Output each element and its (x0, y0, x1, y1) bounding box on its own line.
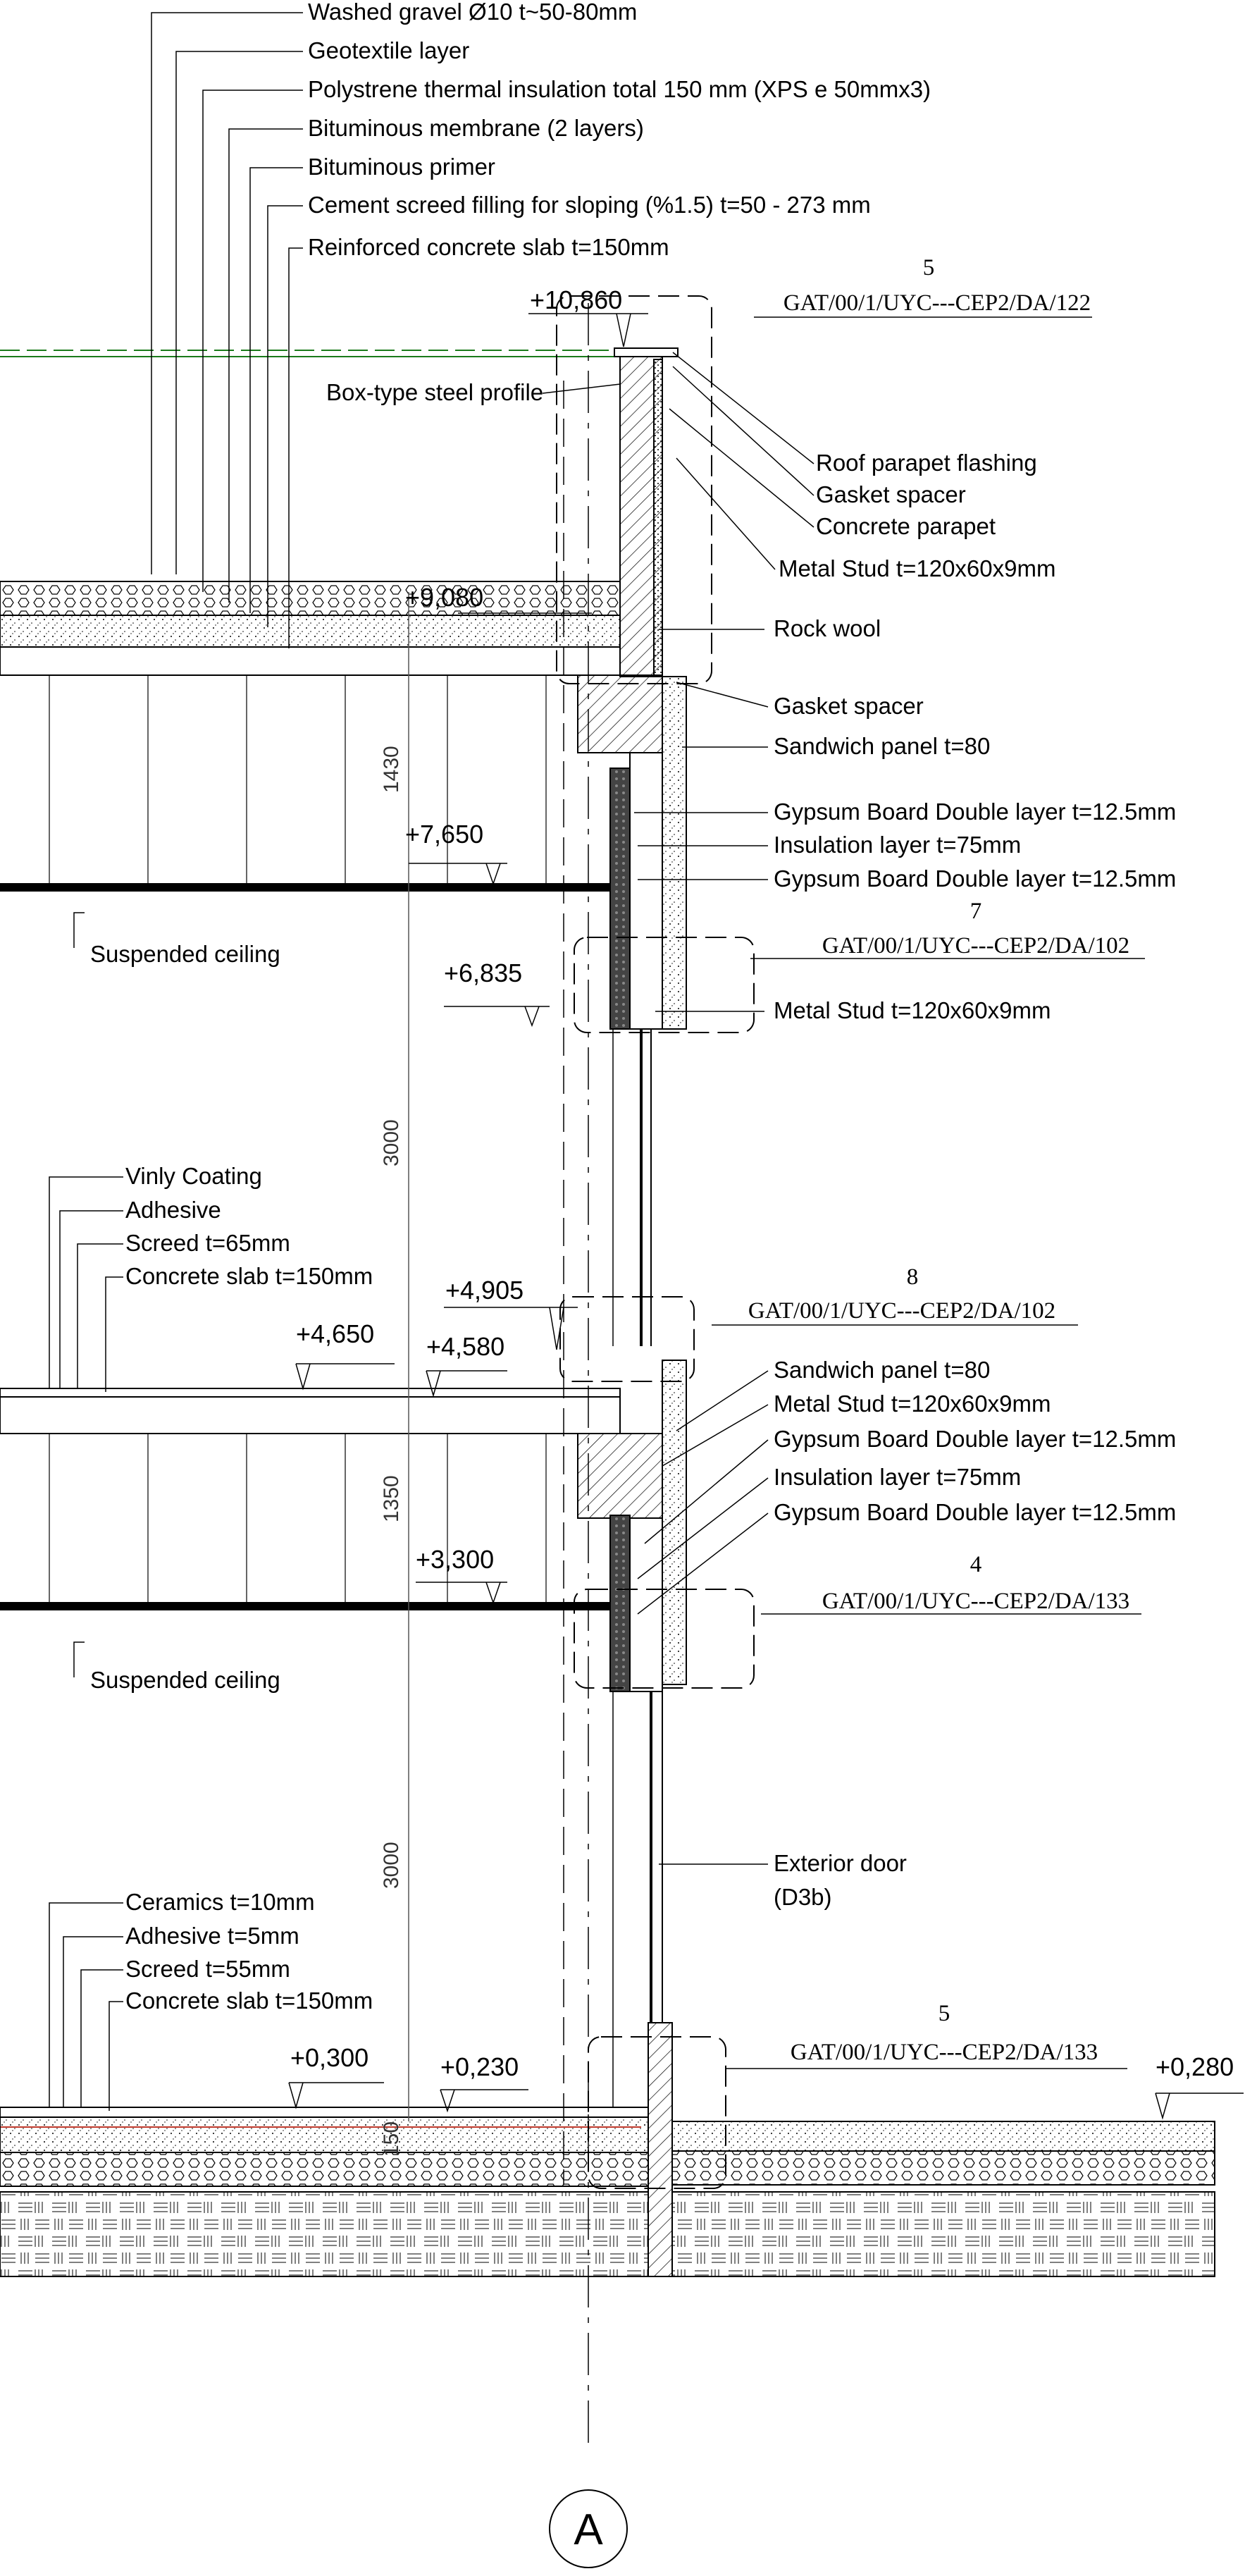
dim-3000-lower: 3000 (380, 1842, 403, 1889)
mid-floor-finish (0, 1388, 620, 1397)
dim-1350: 1350 (380, 1475, 403, 1522)
roof-slab (0, 647, 620, 675)
level-4650: +4,650 (296, 1319, 375, 1348)
ref-num-2: 7 (970, 899, 982, 924)
mid-slab (0, 1397, 620, 1434)
middle-wall-labels (774, 1357, 1176, 1525)
label-adhesive-1: Adhesive (125, 1197, 221, 1223)
upper-sandwich (662, 677, 686, 1029)
ground-slab (0, 2117, 648, 2152)
label-sandwich-panel-mid: Sandwich panel t=80 (774, 1357, 991, 1383)
level-7650: +7,650 (405, 820, 484, 849)
label-gypsum-upper-2: Gypsum Board Double layer t=12.5mm (774, 865, 1177, 892)
label-concrete-slab-0: Concrete slab t=150mm (125, 1988, 373, 2014)
ref-num-4: 4 (970, 1552, 982, 1577)
parapet-flashing (614, 348, 678, 357)
axis-bubble (550, 2490, 627, 2568)
level-6835: +6,835 (444, 959, 523, 987)
mid-insulation (610, 1515, 630, 1691)
label-screed-1: Screed t=65mm (125, 1230, 290, 1256)
level-4905: +4,905 (445, 1276, 524, 1305)
upper-suspended-ceiling (0, 884, 610, 891)
label-insulation-upper: Insulation layer t=75mm (774, 832, 1022, 858)
label-metal-stud-top: Metal Stud t=120x60x9mm (779, 555, 1056, 581)
upper-stud (630, 753, 662, 1029)
ref-code-2: GAT/00/1/UYC---CEP2/DA/102 (822, 933, 1130, 959)
label-screed-0: Screed t=55mm (125, 1956, 290, 1982)
label-suspended-ceiling-lower: Suspended ceiling (90, 1667, 280, 1693)
axis-label: A (574, 2506, 603, 2554)
label-ceramics: Ceramics t=10mm (125, 1889, 315, 1915)
ref-num-1: 5 (922, 255, 935, 281)
label-exterior-door: Exterior door (774, 1850, 907, 1876)
ref-code-1: GAT/00/1/UYC---CEP2/DA/122 (783, 290, 1091, 316)
label-concrete-parapet: Concrete parapet (816, 513, 996, 539)
level-10860: +10,860 (530, 285, 623, 314)
roof-gravel (0, 581, 620, 615)
level-0300: +0,300 (290, 2043, 369, 2072)
upper-wall-labels (774, 693, 1176, 892)
label-xps: Polystrene thermal insulation total 150 mm (XPS e 50mmx3) (308, 76, 931, 102)
dim-1430: 1430 (380, 746, 403, 793)
ground-gravel (0, 2152, 648, 2186)
label-bituminous-membrane: Bituminous membrane (2 layers) (308, 115, 644, 141)
lower-suspended-ceiling (0, 1603, 610, 1610)
label-rock-wool: Rock wool (774, 615, 881, 641)
dimension-labels (380, 746, 403, 2157)
door-labels (774, 1850, 907, 1910)
label-gypsum-upper-1: Gypsum Board Double layer t=12.5mm (774, 799, 1177, 825)
label-insulation-mid: Insulation layer t=75mm (774, 1464, 1022, 1490)
upper-beam (578, 675, 662, 753)
label-bituminous-primer: Bituminous primer (308, 154, 495, 180)
label-sandwich-panel-upper: Sandwich panel t=80 (774, 733, 991, 759)
mid-sandwich (662, 1360, 686, 1684)
level-0230: +0,230 (440, 2052, 519, 2081)
exterior-paving (672, 2121, 1215, 2151)
ref-num-3: 8 (906, 1264, 919, 1290)
foundation-wall (648, 2023, 672, 2276)
label-box-profile: Box-type steel profile (326, 379, 544, 405)
level-9080: +9,080 (405, 583, 484, 612)
roof-screed (0, 615, 620, 647)
floor1-labels (125, 1163, 373, 1289)
parapet-labels (779, 450, 1055, 581)
upper-gypsum-insulation (610, 768, 630, 1029)
ground-soil-right (672, 2192, 1215, 2276)
ceiling-hangers (49, 675, 546, 1603)
ref-code-5: GAT/00/1/UYC---CEP2/DA/133 (790, 2040, 1098, 2065)
level-0280: +0,280 (1156, 2052, 1234, 2081)
label-roof-flashing: Roof parapet flashing (816, 450, 1037, 476)
label-metal-stud-mid: Metal Stud t=120x60x9mm (774, 997, 1051, 1023)
label-rc-slab: Reinforced concrete slab t=150mm (308, 234, 669, 260)
label-gasket-spacer: Gasket spacer (774, 693, 924, 719)
label-concrete-slab-1: Concrete slab t=150mm (125, 1263, 373, 1289)
level-3300: +3,300 (416, 1545, 495, 1574)
ground-soil-left (0, 2192, 648, 2276)
ref-code-3: GAT/00/1/UYC---CEP2/DA/102 (748, 1298, 1056, 1324)
leader-lines (49, 13, 1145, 2111)
level-4580: +4,580 (426, 1332, 505, 1361)
ref-num-5: 5 (938, 2001, 950, 2026)
label-gypsum-mid-1: Gypsum Board Double layer t=12.5mm (774, 1426, 1177, 1452)
floor0-labels (125, 1889, 373, 2014)
label-door-code: (D3b) (774, 1884, 832, 1910)
label-adhesive-0: Adhesive t=5mm (125, 1923, 299, 1949)
label-metal-stud-lower: Metal Stud t=120x60x9mm (774, 1391, 1051, 1417)
mid-stud (630, 1518, 662, 1691)
dim-3000-upper: 3000 (380, 1119, 403, 1166)
label-vinyl-coating: Vinly Coating (125, 1163, 262, 1189)
label-gypsum-mid-2: Gypsum Board Double layer t=12.5mm (774, 1499, 1177, 1525)
exterior-gravel (672, 2151, 1215, 2185)
label-gasket-spacer-top: Gasket spacer (816, 481, 966, 507)
label-washed-gravel: Washed gravel Ø10 t~50-80mm (308, 0, 638, 25)
ref-code-4: GAT/00/1/UYC---CEP2/DA/133 (822, 1589, 1130, 1614)
top-material-labels (308, 0, 931, 260)
label-suspended-ceiling-upper: Suspended ceiling (90, 941, 280, 967)
ground-floor-finish (0, 2107, 648, 2117)
mid-beam (578, 1434, 662, 1518)
dim-150: 150 (380, 2121, 403, 2157)
label-geotextile: Geotextile layer (308, 37, 470, 63)
label-cement-screed: Cement screed filling for sloping (%1.5) t=50 - 273 mm (308, 192, 871, 218)
